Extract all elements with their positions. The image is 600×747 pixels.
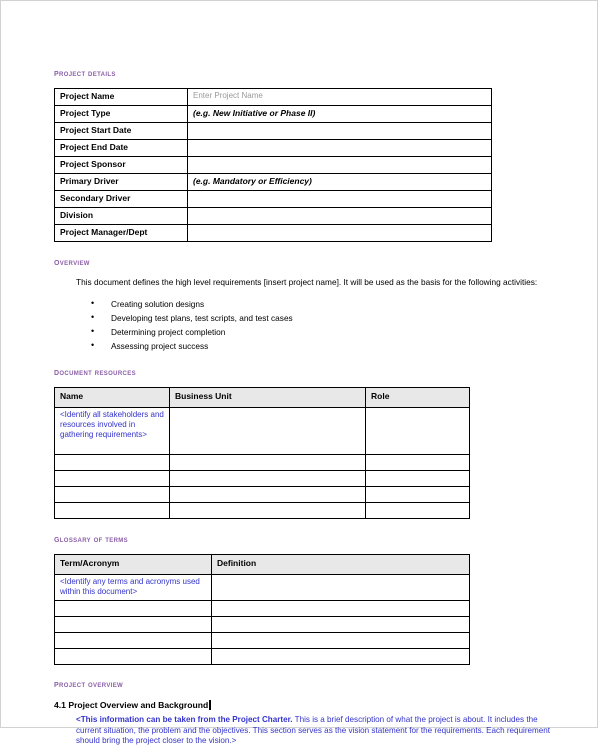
data-cell[interactable] [170,408,366,455]
detail-label-cell: Project Sponsor [55,157,188,174]
table-row [55,575,470,601]
table-row [55,123,492,140]
document-content [54,69,554,747]
data-cell[interactable] [212,575,470,601]
data-cell[interactable] [212,617,470,633]
table-row [55,225,492,242]
detail-value-cell[interactable] [188,208,492,225]
table-row [55,471,470,487]
detail-value-text: Enter Project Name [193,91,263,100]
detail-label-cell: Secondary Driver [55,191,188,208]
detail-value-cell[interactable] [188,225,492,242]
detail-label-cell: Project Start Date [55,123,188,140]
detail-value-text: (e.g. New Initiative or Phase II) [193,108,316,118]
detail-label-cell: Project Type [55,106,188,123]
data-cell[interactable] [366,455,470,471]
detail-value-cell[interactable] [188,191,492,208]
detail-label-cell: Project Name [55,89,188,106]
glossary-table [54,554,470,665]
detail-label-cell: Project End Date [55,140,188,157]
placeholder-note-text: <Identify any terms and acronyms used within this document> [60,577,200,596]
subsection-heading-text: 4.1 Project Overview and Background [54,700,209,710]
detail-value-cell[interactable] [188,157,492,174]
table-row [55,157,492,174]
glossary-body [55,575,470,665]
detail-value-cell[interactable] [188,89,492,106]
data-cell[interactable] [170,503,366,519]
table-row [55,408,470,455]
table-row [55,191,492,208]
table-row [55,140,492,157]
list-item: • Creating solution designs [111,297,554,311]
section-heading-project-overview: project overview [54,679,124,690]
document-resources-table [54,387,470,519]
data-cell[interactable] [212,633,470,649]
section-heading-project-details: project details [54,68,116,79]
data-cell[interactable] [366,471,470,487]
data-cell[interactable] [55,455,170,471]
table-row [55,601,470,617]
project-overview-note [54,715,554,747]
section-heading-overview: overview [54,257,90,268]
project-details-body [55,89,492,242]
detail-label-cell: Project Manager/Dept [55,225,188,242]
table-row [55,487,470,503]
overview-intro-text: This document defines the high level requirements [insert project name]. It will be used as the basis for the following activities: [76,277,538,287]
placeholder-note-text: <Identify all stakeholders and resources involved in gathering requirements> [60,410,164,439]
data-cell[interactable] [212,649,470,665]
detail-value-text: (e.g. Mandatory or Efficiency) [193,176,312,186]
column-header: Definition [212,555,470,575]
table-row [55,649,470,665]
column-header: Term/Acronym [55,555,212,575]
table-row [55,455,470,471]
table-row [55,503,470,519]
data-cell[interactable] [366,503,470,519]
data-cell[interactable] [212,601,470,617]
detail-label-cell: Primary Driver [55,174,188,191]
column-header: Role [366,388,470,408]
column-header: Business Unit [170,388,366,408]
data-cell[interactable] [55,471,170,487]
table-row [55,208,492,225]
data-cell[interactable] [366,487,470,503]
detail-value-cell[interactable] [188,174,492,191]
data-cell[interactable] [55,633,212,649]
note-cell[interactable] [55,575,212,601]
table-row [55,617,470,633]
glossary-header-row [55,555,470,575]
note-cell[interactable] [55,408,170,455]
overview-bullet-list [54,297,554,353]
project-overview-note-rest: This is a brief description of what the project is about. It includes the current situation, the problem and the objectives. This section serves as the vision statement for the requirements. Each requirement should bring the project closer to the vision.> [76,715,551,745]
subsection-heading-4-1[interactable] [54,699,554,711]
list-item: • Assessing project success [111,339,554,353]
list-item: • Developing test plans, test scripts, and test cases [111,311,554,325]
data-cell[interactable] [55,649,212,665]
section-heading-glossary-of-terms: glossary of terms [54,534,128,545]
data-cell[interactable] [55,503,170,519]
detail-value-cell[interactable] [188,123,492,140]
detail-label-cell: Division [55,208,188,225]
data-cell[interactable] [170,455,366,471]
table-header-row [55,555,470,575]
data-cell[interactable] [55,601,212,617]
column-header: Name [55,388,170,408]
data-cell[interactable] [55,617,212,633]
document-resources-body [55,408,470,519]
section-heading-document-resources: document resources [54,367,136,378]
detail-value-cell[interactable] [188,106,492,123]
table-row [55,106,492,123]
data-cell[interactable] [170,471,366,487]
table-row [55,89,492,106]
project-overview-note-bold: <This information can be taken from the Project Charter. [76,715,293,724]
table-row [55,633,470,649]
document-resources-header-row [55,388,470,408]
list-item: • Determining project completion [111,325,554,339]
detail-value-cell[interactable] [188,140,492,157]
project-details-table [54,88,492,242]
text-cursor-caret [209,700,211,710]
table-header-row [55,388,470,408]
data-cell[interactable] [55,487,170,503]
table-row [55,174,492,191]
data-cell[interactable] [170,487,366,503]
data-cell[interactable] [366,408,470,455]
